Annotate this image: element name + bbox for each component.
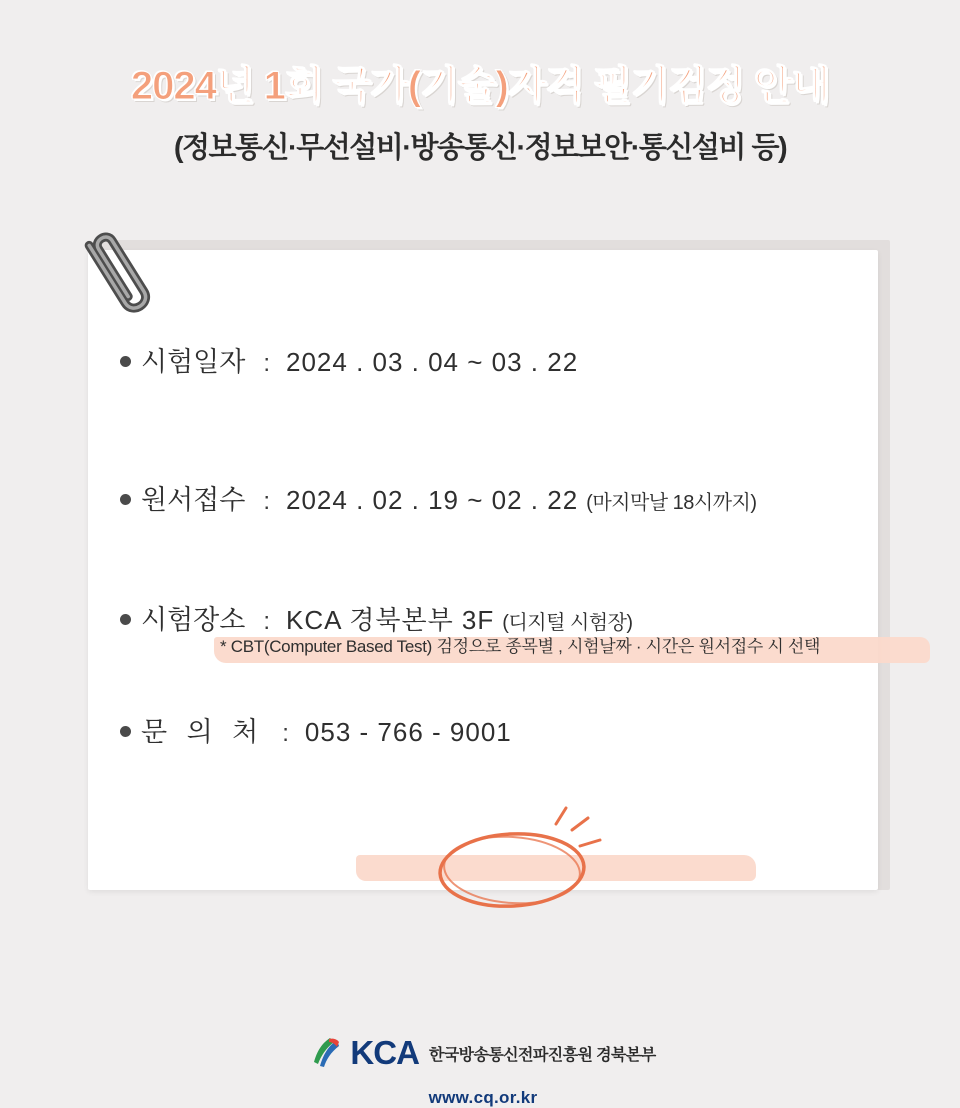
row-label-application: 원서접수 xyxy=(141,485,246,515)
row-label-exam-date: 시험일자 xyxy=(141,347,246,377)
kca-wordmark: KCA xyxy=(350,1034,419,1071)
paperclip-icon xyxy=(70,218,190,328)
bullet-icon xyxy=(120,614,131,625)
row-value-application: 2024 . 02 . 19 ~ 02 . 22 xyxy=(286,485,579,515)
row-value-place: KCA 경북본부 3F xyxy=(286,605,495,635)
page-subtitle: (정보통신·무선설비·방송통신·정보보안·통신설비 등) xyxy=(173,132,787,164)
row-application-period xyxy=(120,478,757,517)
row-label-place: 시험장소 xyxy=(141,605,246,635)
row-value-exam-date: 2024 . 03 . 04 ~ 03 . 22 xyxy=(286,347,579,377)
kca-mark-icon xyxy=(310,1036,340,1070)
row-colon: : xyxy=(282,720,289,747)
row-exam-date xyxy=(120,340,578,379)
website-url[interactable]: www.cq.or.kr xyxy=(428,1088,538,1107)
bullet-icon xyxy=(120,356,131,367)
info-card xyxy=(88,250,878,1107)
row-extra-application: (마지막날 18시까지) xyxy=(586,492,757,514)
row-label-contact: 문 의 처 xyxy=(141,717,265,747)
row-extra-place: (디지털 시험장) xyxy=(502,612,633,634)
note-text: * CBT(Computer Based Test) 검정으로 종목별 , 시험날짜 · 시간은 원서접수 시 선택 xyxy=(220,637,821,656)
bullet-icon xyxy=(120,726,131,737)
organization-name: 한국방송통신전파진흥원 경북본부 xyxy=(428,1046,656,1064)
card-footer xyxy=(88,1034,878,1108)
place-highlight xyxy=(356,855,756,881)
row-colon: : xyxy=(263,608,270,635)
row-exam-place xyxy=(120,598,633,637)
row-contact xyxy=(120,710,512,749)
row-colon: : xyxy=(263,488,270,515)
row-value-contact: 053 - 766 - 9001 xyxy=(304,717,512,747)
page-title: 2024년 1회 국가(기술)자격 필기검정 안내 xyxy=(130,64,830,108)
row-colon: : xyxy=(263,350,270,377)
poster-header xyxy=(0,0,960,166)
logo-line xyxy=(88,1034,878,1072)
bullet-icon xyxy=(120,494,131,505)
